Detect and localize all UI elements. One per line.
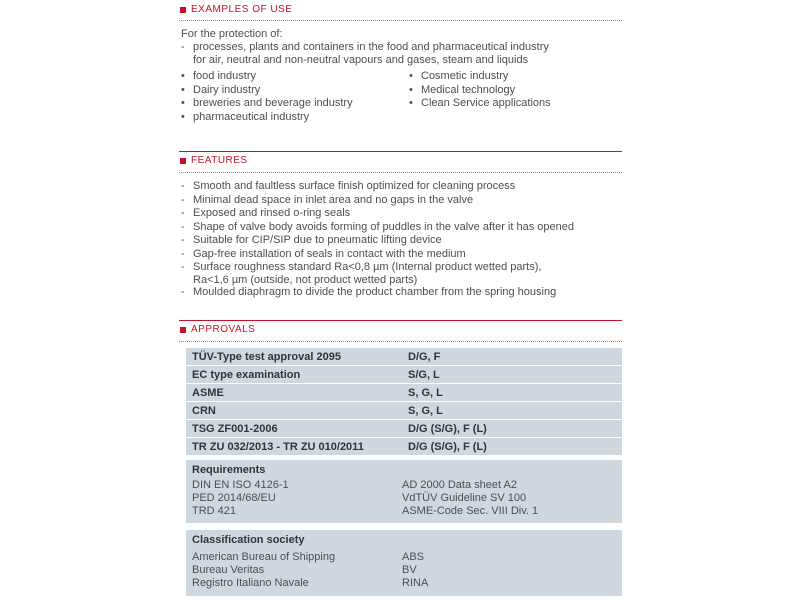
list-item: • food industry (181, 70, 353, 84)
approval-name: EC type examination (186, 366, 402, 384)
requirement-item: PED 2014/68/EU (192, 492, 276, 504)
table-row (186, 420, 622, 438)
examples-dash-list (181, 41, 549, 55)
classification-item: Registro Italiano Navale (192, 577, 309, 589)
list-item: • Medical technology (409, 84, 551, 98)
approvals-heading: APPROVALS (191, 324, 256, 335)
approval-value: S/G, L (402, 366, 622, 384)
list-item: - Gap-free installation of seals in contact with the medium (181, 248, 621, 262)
classification-item: BV (402, 564, 417, 576)
classification-heading: Classification society (192, 534, 305, 546)
examples-bullets-left (181, 70, 353, 124)
section-rule (179, 151, 622, 152)
features-list (181, 180, 621, 275)
list-item: - Minimal dead space in inlet area and no gaps in the valve (181, 194, 621, 208)
approval-value: D/G (S/G), F (L) (402, 438, 622, 456)
section-rule (179, 320, 622, 321)
table-row (186, 402, 622, 420)
divider (179, 20, 622, 21)
approvals-table (186, 348, 622, 456)
requirements-block (186, 460, 622, 523)
requirement-item: ASME-Code Sec. VIII Div. 1 (402, 505, 539, 517)
approval-name: ASME (186, 384, 402, 402)
classification-item: ABS (402, 551, 425, 563)
examples-dash-continuation: for air, neutral and non-neutral vapours and gases, steam and liquids (193, 54, 529, 66)
approval-value: S, G, L (402, 384, 622, 402)
list-item: • Clean Service applications (409, 97, 551, 111)
examples-section-header (179, 0, 622, 16)
approval-name: TSG ZF001-2006 (186, 420, 402, 438)
divider (179, 341, 622, 342)
approval-name: TÜV-Type test approval 2095 (186, 348, 402, 366)
requirements-left-column (186, 479, 402, 518)
features-heading: FEATURES (191, 155, 248, 166)
requirement-item: VdTÜV Guideline SV 100 (402, 492, 527, 504)
list-item: • breweries and beverage industry (181, 97, 353, 111)
list-item: - Exposed and rinsed o-ring seals (181, 207, 621, 221)
examples-intro: For the protection of: (181, 28, 283, 40)
classification-item: American Bureau of Shipping (192, 551, 336, 563)
list-item: - Surface roughness standard Ra<0,8 µm (Internal product wetted parts), (181, 261, 621, 275)
list-item: - Suitable for CIP/SIP due to pneumatic lifting device (181, 234, 621, 248)
approval-value: D/G (S/G), F (L) (402, 420, 622, 438)
list-item: - Smooth and faultless surface finish optimized for cleaning process (181, 180, 621, 194)
classification-left-column (186, 551, 402, 590)
classification-item: Bureau Veritas (192, 564, 265, 576)
table-row (186, 348, 622, 366)
section-marker-square (180, 158, 186, 164)
list-item: - processes, plants and containers in the food and pharmaceutical industry (181, 41, 549, 55)
classification-block (186, 530, 622, 596)
list-item: • pharmaceutical industry (181, 111, 353, 125)
list-item: - Shape of valve body avoids forming of puddles in the valve after it has opened (181, 221, 621, 235)
features-section-header (179, 151, 622, 167)
list-item: • Cosmetic industry (409, 70, 551, 84)
approval-value: D/G, F (402, 348, 622, 366)
requirement-item: DIN EN ISO 4126-1 (192, 479, 289, 491)
divider (179, 172, 622, 173)
list-item: - Moulded diaphragm to divide the product chamber from the spring housing (181, 286, 556, 300)
features-list-tail (181, 286, 556, 300)
list-item: • Dairy industry (181, 84, 353, 98)
section-marker-square (180, 7, 186, 13)
features-continuation: Ra<1,6 µm (outside, not product wetted parts) (193, 274, 418, 286)
table-row (186, 384, 622, 402)
requirement-item: AD 2000 Data sheet A2 (402, 479, 517, 491)
table-row (186, 366, 622, 384)
approval-value: S, G, L (402, 402, 622, 420)
examples-bullets-right (409, 70, 551, 111)
table-row (186, 438, 622, 456)
approval-name: TR ZU 032/2013 - TR ZU 010/2011 (186, 438, 402, 456)
section-marker-square (180, 327, 186, 333)
approvals-section-header (179, 320, 622, 336)
requirements-right-column (402, 479, 538, 518)
classification-item: RINA (402, 577, 429, 589)
classification-right-column (402, 551, 428, 590)
examples-heading: EXAMPLES OF USE (191, 4, 293, 15)
requirements-heading: Requirements (192, 464, 266, 476)
requirement-item: TRD 421 (192, 505, 237, 517)
approval-name: CRN (186, 402, 402, 420)
